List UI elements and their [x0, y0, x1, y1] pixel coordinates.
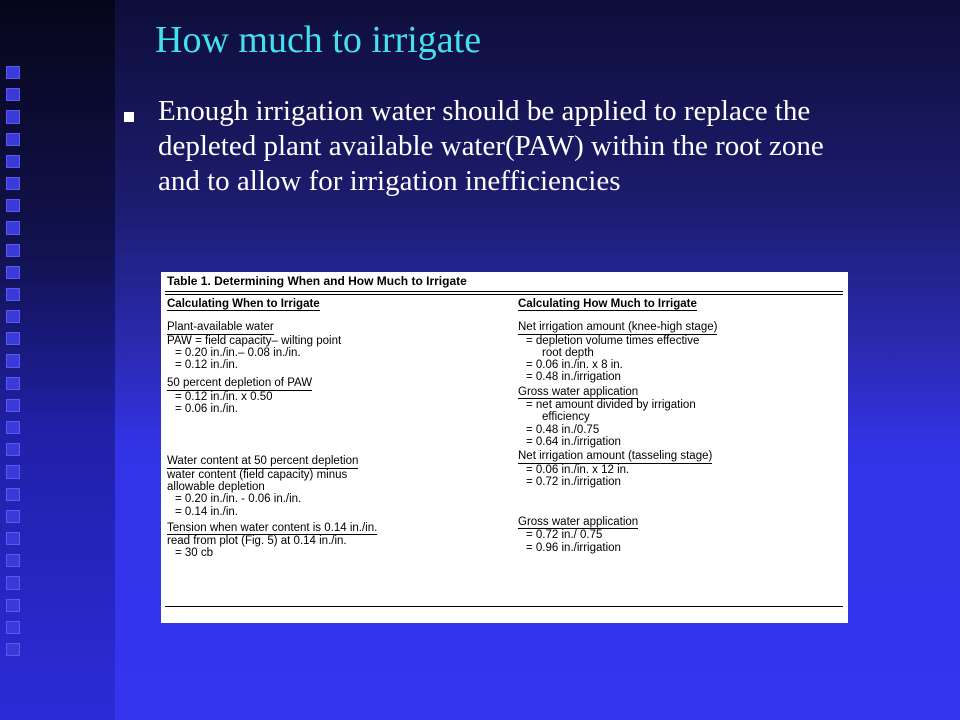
- table-section: [518, 386, 843, 448]
- table-section: [518, 321, 843, 383]
- decor-square: [6, 377, 20, 390]
- table-section: [167, 377, 507, 415]
- decor-square: [6, 332, 20, 345]
- table-section: [518, 450, 843, 488]
- decor-square: [6, 599, 20, 612]
- table-line: = net amount divided by irrigation: [526, 399, 696, 412]
- table-line: = 0.12 in./in. x 0.50: [175, 390, 273, 403]
- decor-square: [6, 88, 20, 101]
- table-line: = 0.72 in./ 0.75: [526, 529, 603, 542]
- table-line: root depth: [542, 346, 594, 359]
- section-heading: Net irrigation amount (knee-high stage): [518, 321, 718, 334]
- table-rule: [165, 291, 843, 292]
- section-heading: Plant-available water: [167, 321, 274, 334]
- decor-square: [6, 621, 20, 634]
- right-column-header: Calculating How Much to Irrigate: [518, 298, 697, 310]
- table-line: = depletion volume times effective: [526, 334, 700, 347]
- decor-square: [6, 643, 20, 656]
- decor-square: [6, 554, 20, 567]
- decor-square: [6, 510, 20, 523]
- decor-square: [6, 288, 20, 301]
- section-heading: Water content at 50 percent depletion: [167, 455, 359, 468]
- table-line: water content (field capacity) minus: [167, 468, 348, 481]
- decor-square: [6, 354, 20, 367]
- section-heading: Tension when water content is 0.14 in./in.: [167, 521, 378, 534]
- decor-square: [6, 177, 20, 190]
- table-line: allowable depletion: [167, 480, 265, 493]
- table-line: = 0.48 in./irrigation: [526, 371, 621, 384]
- table-line: = 0.06 in./in.: [175, 403, 238, 416]
- bullet-list: [120, 94, 860, 199]
- table-line: PAW = field capacity– wilting point: [167, 334, 342, 347]
- section-heading: Gross water application: [518, 516, 639, 529]
- table-line: = 30 cb: [175, 547, 214, 560]
- table-line: = 0.12 in./in.: [175, 359, 238, 372]
- decor-square: [6, 465, 20, 478]
- decorative-square-column: [6, 66, 28, 656]
- table-line: = 0.06 in./in. x 12 in.: [526, 463, 630, 476]
- decor-square: [6, 110, 20, 123]
- table-title: Table 1. Determining When and How Much to Irrigate: [167, 274, 467, 288]
- decor-square: [6, 421, 20, 434]
- irrigation-table-figure: [161, 272, 848, 623]
- section-heading: Gross water application: [518, 385, 639, 398]
- decor-square: [6, 532, 20, 545]
- square-bullet-icon: [124, 112, 134, 122]
- decor-square: [6, 310, 20, 323]
- left-decorative-band: [0, 0, 115, 720]
- table-line: = 0.72 in./irrigation: [526, 475, 621, 488]
- table-rule: [165, 294, 843, 295]
- table-line: = 0.48 in./0.75: [526, 423, 600, 436]
- bullet-text: Enough irrigation water should be applied to replace the depleted plant available water(PAW) within the root zone and to allow for irrigation inefficiencies: [158, 95, 824, 197]
- decor-square: [6, 443, 20, 456]
- decor-square: [6, 221, 20, 234]
- decor-square: [6, 155, 20, 168]
- table-line: = 0.20 in./in. - 0.06 in./in.: [175, 493, 302, 506]
- decor-square: [6, 244, 20, 257]
- table-line: = 0.06 in./in. x 8 in.: [526, 359, 623, 372]
- decor-square: [6, 199, 20, 212]
- table-section: [167, 321, 507, 371]
- decor-square: [6, 66, 20, 79]
- left-column-header: Calculating When to Irrigate: [167, 298, 320, 310]
- right-column: [518, 298, 843, 554]
- table-line: = 0.14 in./in.: [175, 505, 238, 518]
- left-column: [167, 298, 507, 560]
- table-line: efficiency: [542, 411, 590, 424]
- table-line: = 0.20 in./in.– 0.08 in./in.: [175, 346, 301, 359]
- section-heading: 50 percent depletion of PAW: [167, 377, 313, 390]
- decor-square: [6, 576, 20, 589]
- section-heading: Net irrigation amount (tasseling stage): [518, 450, 713, 463]
- decor-square: [6, 488, 20, 501]
- decor-square: [6, 133, 20, 146]
- decor-square: [6, 266, 20, 279]
- table-line: = 0.64 in./irrigation: [526, 435, 621, 448]
- table-line: = 0.96 in./irrigation: [526, 541, 621, 554]
- table-section: [167, 522, 507, 560]
- table-rule: [165, 606, 843, 607]
- decor-square: [6, 399, 20, 412]
- table-section: [167, 455, 507, 517]
- table-section: [518, 516, 843, 554]
- slide-title: How much to irrigate: [155, 19, 482, 61]
- table-line: read from plot (Fig. 5) at 0.14 in./in.: [167, 535, 347, 548]
